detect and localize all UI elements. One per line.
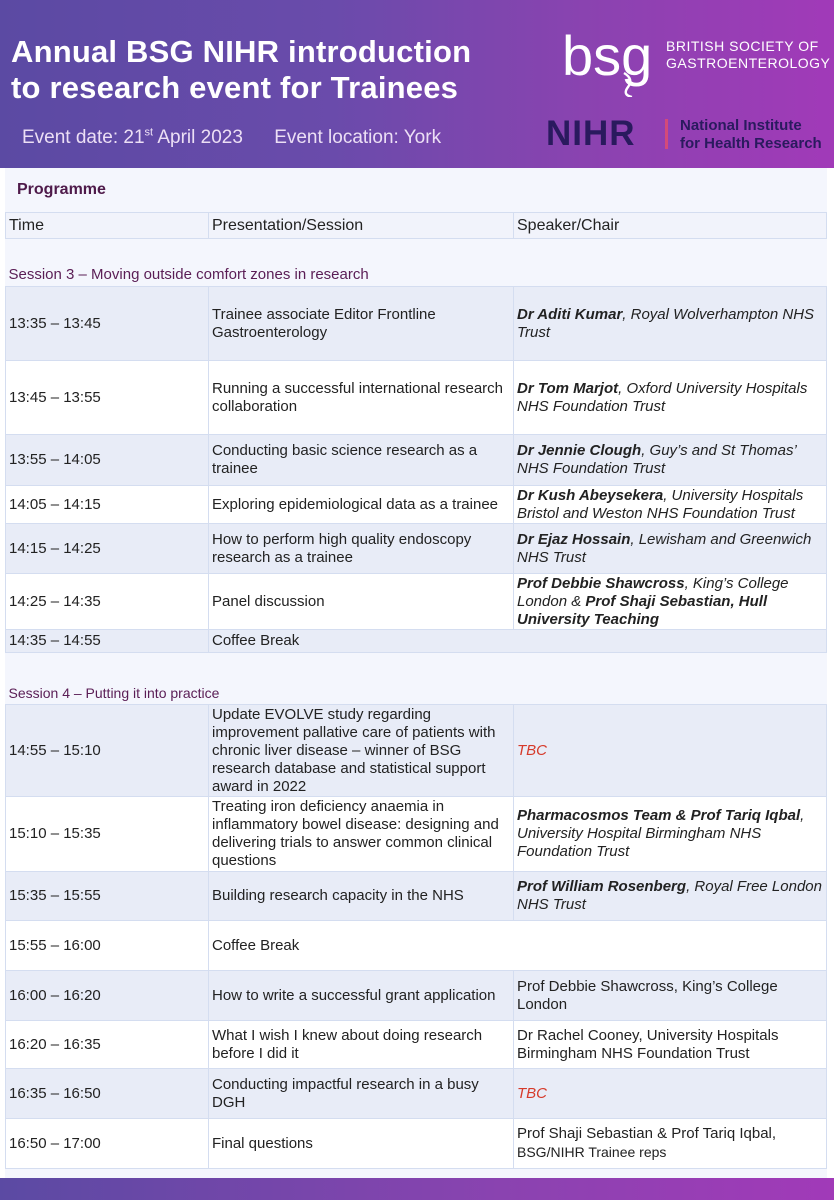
table-row [6, 921, 827, 971]
session-heading: Session 3 – Moving outside comfort zones in research [6, 239, 827, 287]
table-row [6, 797, 827, 872]
event-meta [22, 127, 441, 149]
nihr-divider [665, 119, 668, 149]
row-presentation: Coffee Break [209, 630, 827, 653]
row-time: 15:35 – 15:55 [6, 872, 209, 921]
footer-bar [0, 1178, 834, 1200]
row-time: 13:45 – 13:55 [6, 361, 209, 435]
row-presentation: Running a successful international research collaboration [209, 361, 514, 435]
row-time: 14:15 – 14:25 [6, 524, 209, 574]
event-date: Event date: 21st April 2023 [22, 127, 243, 149]
table-row [6, 287, 827, 361]
row-time: 14:25 – 14:35 [6, 574, 209, 630]
row-time: 13:55 – 14:05 [6, 435, 209, 486]
table-row [6, 971, 827, 1021]
row-time: 15:10 – 15:35 [6, 797, 209, 872]
table-row [6, 872, 827, 921]
row-time: 16:50 – 17:00 [6, 1119, 209, 1169]
row-presentation: Final questions [209, 1119, 514, 1169]
table-row [6, 435, 827, 486]
col-header-time: Time [6, 213, 209, 239]
table-row [6, 1119, 827, 1169]
programme-section [5, 168, 827, 1178]
row-time: 14:35 – 14:55 [6, 630, 209, 653]
row-time: 16:20 – 16:35 [6, 1021, 209, 1069]
col-header-speaker: Speaker/Chair [514, 213, 827, 239]
row-speaker: Dr Ejaz Hossain, Lewisham and Greenwich NHS Trust [514, 524, 827, 574]
bsg-name: BRITISH SOCIETY OF GASTROENTEROLOGY [666, 38, 831, 71]
col-header-presentation: Presentation/Session [209, 213, 514, 239]
table-row [6, 1069, 827, 1119]
row-presentation: Treating iron deficiency anaemia in inflammatory bowel disease: designing and delivering trials to answer common clinical questions [209, 797, 514, 872]
row-time: 16:35 – 16:50 [6, 1069, 209, 1119]
table-row [6, 705, 827, 797]
nihr-wordmark: NIHR [546, 114, 636, 153]
table-row [6, 630, 827, 653]
row-time: 14:05 – 14:15 [6, 486, 209, 524]
row-presentation: Building research capacity in the NHS [209, 872, 514, 921]
row-presentation: Conducting impactful research in a busy DGH [209, 1069, 514, 1119]
event-title-line2: to research event for Trainees [11, 70, 459, 105]
row-speaker: Prof Debbie Shawcross, King’s College London & Prof Shaji Sebastian, Hull University Teaching [514, 574, 827, 630]
programme-table [5, 212, 827, 1169]
svg-text:bsg: bsg [562, 25, 652, 87]
event-location: Event location: York [274, 127, 442, 149]
row-presentation: Trainee associate Editor Frontline Gastroenterology [209, 287, 514, 361]
row-time: 15:55 – 16:00 [6, 921, 209, 971]
row-speaker: TBC [514, 705, 827, 797]
row-time: 13:35 – 13:45 [6, 287, 209, 361]
row-presentation: Update EVOLVE study regarding improvement pallative care of patients with chronic liver disease – winner of BSG research database and statistical support award in 2022 [209, 705, 514, 797]
row-presentation: Panel discussion [209, 574, 514, 630]
row-speaker: Prof William Rosenberg, Royal Free London NHS Trust [514, 872, 827, 921]
row-time: 16:00 – 16:20 [6, 971, 209, 1021]
row-speaker: Dr Tom Marjot, Oxford University Hospitals NHS Foundation Trust [514, 361, 827, 435]
nihr-full-name: National Institute for Health Research [680, 117, 822, 152]
table-row [6, 574, 827, 630]
event-title-line1: Annual BSG NIHR introduction [11, 34, 472, 69]
table-row [6, 486, 827, 524]
row-presentation: How to write a successful grant application [209, 971, 514, 1021]
row-presentation: How to perform high quality endoscopy research as a trainee [209, 524, 514, 574]
row-speaker: Dr Jennie Clough, Guy’s and St Thomas’ NHS Foundation Trust [514, 435, 827, 486]
bsg-logo [562, 25, 652, 97]
row-presentation: What I wish I knew about doing research before I did it [209, 1021, 514, 1069]
row-speaker: Prof Debbie Shawcross, King’s College London [514, 971, 827, 1021]
session-heading: Session 4 – Putting it into practice [6, 653, 827, 705]
row-speaker: Prof Shaji Sebastian & Prof Tariq Iqbal, BSG/NIHR Trainee reps [514, 1119, 827, 1169]
table-header-row [6, 213, 827, 239]
nihr-logo [546, 114, 830, 154]
row-speaker: Dr Rachel Cooney, University Hospitals Birmingham NHS Foundation Trust [514, 1021, 827, 1069]
row-presentation: Coffee Break [209, 921, 827, 971]
row-speaker: Dr Aditi Kumar, Royal Wolverhampton NHS Trust [514, 287, 827, 361]
table-row [6, 524, 827, 574]
table-row [6, 361, 827, 435]
programme-title: Programme [17, 181, 106, 198]
row-speaker: Dr Kush Abeysekera, University Hospitals Bristol and Weston NHS Foundation Trust [514, 486, 827, 524]
row-speaker: Pharmacosmos Team & Prof Tariq Iqbal, University Hospital Birmingham NHS Foundation Trust [514, 797, 827, 872]
event-header [0, 0, 834, 168]
row-presentation: Conducting basic science research as a trainee [209, 435, 514, 486]
row-time: 14:55 – 15:10 [6, 705, 209, 797]
event-title [11, 34, 471, 106]
row-speaker: TBC [514, 1069, 827, 1119]
row-presentation: Exploring epidemiological data as a trainee [209, 486, 514, 524]
table-row [6, 1021, 827, 1069]
